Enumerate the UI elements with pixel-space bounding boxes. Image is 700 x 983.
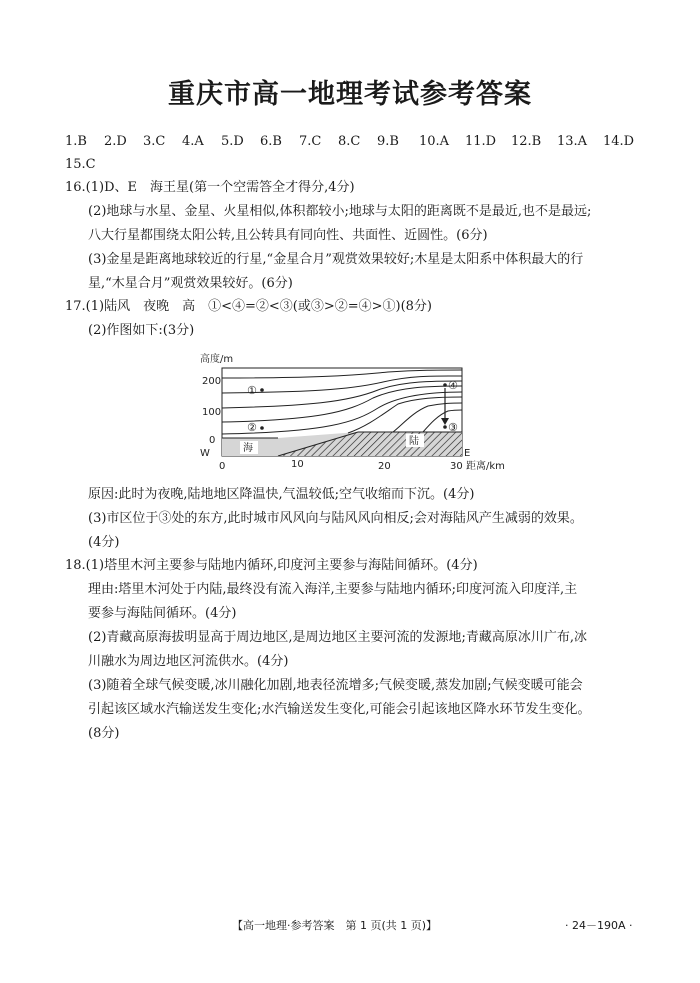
- q17-part1: 17.(1)陆风 夜晚 高 ①<④=②<③(或③>②=④>①)(8分): [65, 299, 433, 314]
- q17-part3-line1: (3)市区位于③处的东方,此时城市风风向与陆风风向相反;会对海陆风产生减弱的效果。: [88, 511, 583, 526]
- mc-answer: 5.D: [221, 134, 244, 149]
- point-4-label: ④: [448, 379, 458, 392]
- mc-answer: 9.B: [377, 134, 399, 149]
- footer-code: · 24－190A ·: [565, 919, 633, 932]
- x-tick-20: 20: [378, 461, 391, 472]
- mc-answer: 4.A: [182, 134, 204, 149]
- q18-part1-reason-line2: 要参与海陆间循环。(4分): [88, 606, 237, 621]
- point-3: [443, 425, 447, 429]
- mc-answer: 14.D: [603, 134, 635, 149]
- y-axis-label: 高度/m: [200, 354, 234, 365]
- mc-answer: 12.B: [511, 134, 542, 149]
- east-label: E: [464, 448, 471, 459]
- point-2-label: ②: [247, 421, 257, 434]
- q16-part3-line1: (3)金星是距离地球较近的行星,“金星合月”观赏效果较好;木星是太阳系中体积最大的行: [88, 252, 584, 267]
- mc-answer: 7.C: [299, 134, 322, 149]
- point-3-label: ③: [448, 421, 458, 434]
- q16-part2-line2: 八大行星都围绕太阳公转,且公转具有同向性、共面性、近圆性。(6分): [88, 228, 488, 243]
- sea-label: 海: [243, 443, 253, 454]
- x-tick-30: 30: [450, 461, 463, 472]
- q18-part2-line2: 川融水为周边地区河流供水。(4分): [88, 654, 289, 669]
- q18-part3-line2: 引起该区域水汽输送发生变化;水汽输送发生变化,可能会引起该地区降水环节发生变化。: [88, 702, 591, 717]
- point-1-label: ①: [247, 384, 257, 397]
- point-4: [443, 383, 447, 387]
- q18-part2-line1: (2)青藏高原海拔明显高于周边地区,是周边地区主要河流的发源地;青藏高原冰川广布,冰: [88, 630, 588, 645]
- q18-part1: 18.(1)塔里木河主要参与陆地内循环,印度河主要参与海陆间循环。(4分): [65, 558, 478, 573]
- isobar: [222, 381, 462, 408]
- mc-answer: 8.C: [338, 134, 361, 149]
- point-2: [260, 426, 264, 430]
- q16-part2-line1: (2)地球与水星、金星、火星相似,体积都较小;地球与太阳的距离既不是最近,也不是最远;: [88, 204, 592, 219]
- y-tick-200: 200: [202, 376, 222, 387]
- x-tick-10: 10: [291, 459, 304, 470]
- mc-answer: 6.B: [260, 134, 282, 149]
- isobar: [222, 376, 462, 393]
- mc-answers-row-2: 15.C: [65, 157, 96, 172]
- q16-part3-line2: 星,“木星合月”观赏效果较好。(6分): [88, 276, 293, 291]
- mc-answer: 13.A: [557, 134, 588, 149]
- isobar: [222, 386, 462, 422]
- land-label: 陆: [409, 436, 419, 447]
- q18-part3-line1: (3)随着全球气候变暖,冰川融化加剧,地表径流增多;气候变暖,蒸发加剧;气候变暖可能会: [88, 678, 583, 693]
- q17-reason: 原因:此时为夜晚,陆地地区降温快,气温较低;空气收缩而下沉。(4分): [88, 487, 475, 502]
- y-tick-100: 100: [202, 407, 222, 418]
- isobar-figure-svg: [198, 350, 518, 475]
- y-tick-0: 0: [209, 435, 216, 446]
- q18-part1-reason-line1: 理由:塔里木河处于内陆,最终没有流入海洋,主要参与陆地内循环;印度河流入印度洋,主: [88, 582, 578, 597]
- isobars: [222, 370, 462, 434]
- mc-answer: 10.A: [419, 134, 450, 149]
- q17-part2: (2)作图如下:(3分): [88, 323, 195, 338]
- q18-part3-line3: (8分): [88, 726, 120, 741]
- point-1: [260, 388, 264, 392]
- mc-answer: 2.D: [104, 134, 127, 149]
- mc-answer: 3.C: [143, 134, 166, 149]
- x-tick-0: 0: [219, 461, 226, 472]
- mc-answer: 1.B: [65, 134, 87, 149]
- west-label: W: [200, 448, 210, 459]
- q16-part1: 16.(1)D、E 海王星(第一个空需答全才得分,4分): [65, 180, 355, 195]
- sea-land-breeze-diagram: [198, 350, 518, 475]
- page-footer: 【高一地理·参考答案 第 1 页(共 1 页)】: [232, 919, 438, 932]
- q17-part3-line2: (4分): [88, 535, 120, 550]
- page-title: 重庆市高一地理考试参考答案: [168, 79, 532, 110]
- mc-answers-row-1: [65, 132, 643, 152]
- mc-answer: 11.D: [465, 134, 497, 149]
- x-axis-label: 距离/km: [466, 461, 505, 472]
